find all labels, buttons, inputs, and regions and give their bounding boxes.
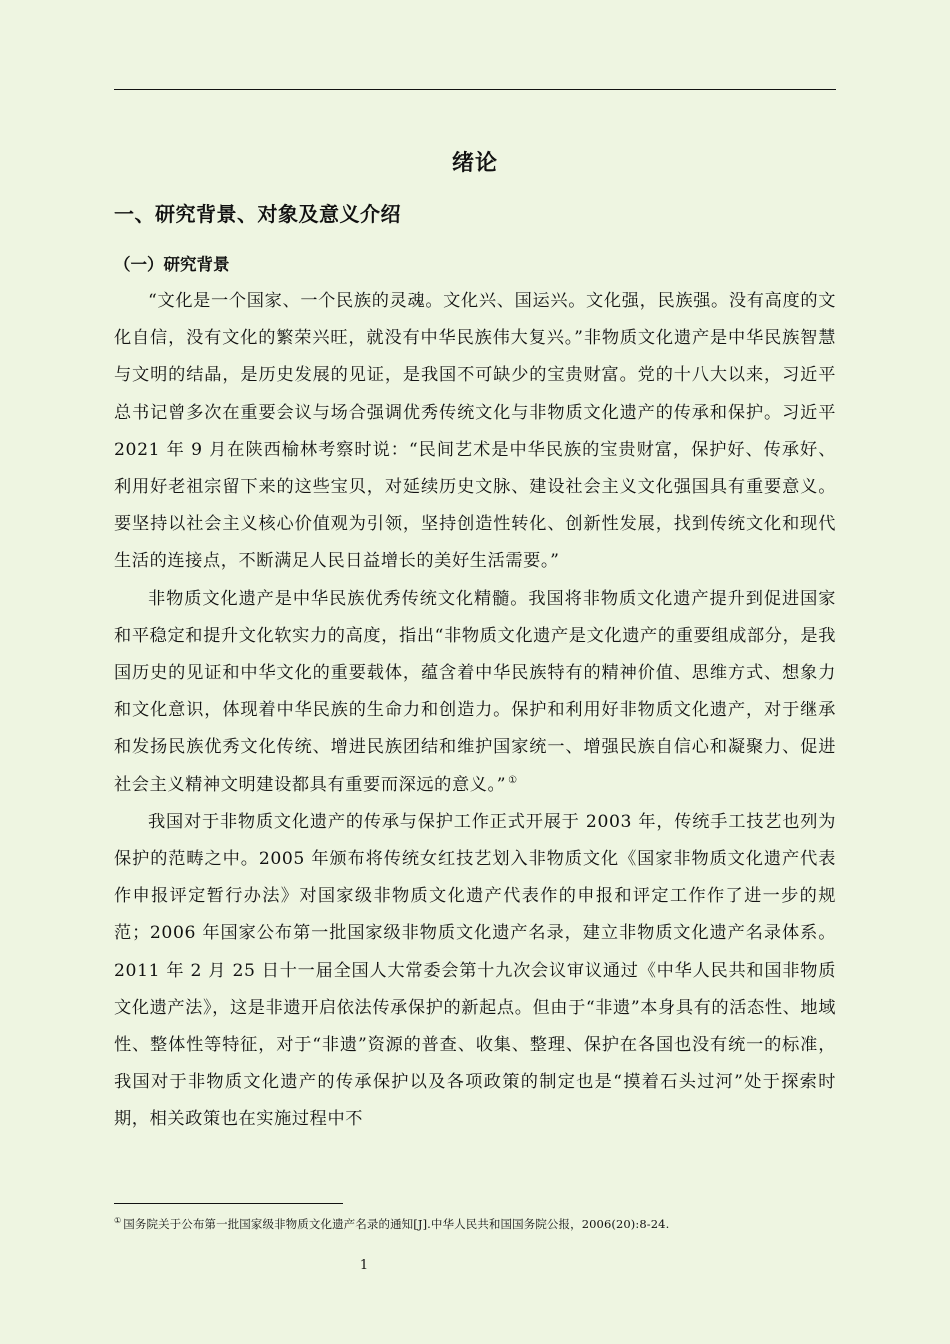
footnote-marker: ①	[114, 1216, 122, 1225]
paragraph-2	[114, 581, 836, 804]
chapter-title: 绪论	[451, 151, 498, 176]
paragraph-3: 我国对于非物质文化遗产的传承与保护工作正式开展于 2003 年，传统手工技艺也列为保护的范畴之中。2005 年颁布将传统女红技艺划入非物质文化《国家非物质文化遗产代表作申报评定暂行办法》对国家级非物质文化遗产代表作的申报和评定工作作了进一步的规范；2006 年国家公布第一批国家级非物质文化遗产名录，建立非物质文化遗产名录体系。2011 年 2 月 25 日十一届全国人大常委会第十九次会议审议通过《中华人民共和国非物质文化遗产法》，这是非遗开启依法传承保护的新起点。但由于“非遗”本身具有的活态性、地域性、整体性等特征，对于“非遗”资源的普查、收集、整理、保护在各国也没有统一的标准，我国对于非物质文化遗产的传承保护以及各项政策的制定也是“摸着石头过河”处于探索时期，相关政策也在实施过程中不	[114, 811, 836, 1130]
paragraph-1: “文化是一个国家、一个民族的灵魂。文化兴、国运兴。文化强，民族强。没有高度的文化自信，没有文化的繁荣兴旺，就没有中华民族伟大复兴。”非物质文化遗产是中华民族智慧与文明的结晶，是历史发展的见证，是我国不可缺少的宝贵财富。党的十八大以来，习近平总书记曾多次在重要会议与场合强调优秀传统文化与非物质文化遗产的传承和保护。习近平 2021 年 9 月在陕西榆林考察时说：“民间艺术是中华民族的宝贵财富，保护好、传承好、利用好老祖宗留下来的这些宝贝，对延续历史文脉、建设社会主义文化强国具有重要意义。要坚持以社会主义核心价值观为引领，坚持创造性转化、创新性发展，找到传统文化和现代生活的连接点，不断满足人民日益增长的美好生活需要。”	[114, 291, 836, 572]
footnote-text: 国务院关于公布第一批国家级非物质文化遗产名录的通知[J].中华人民共和国国务院公报，2006(20):8-24.	[123, 1216, 670, 1231]
body-text	[114, 283, 836, 1139]
paragraph-2-text: 非物质文化遗产是中华民族优秀传统文化精髓。我国将非物质文化遗产提升到促进国家和平稳定和提升文化软实力的高度，指出“非物质文化遗产是文化遗产的重要组成部分，是我国历史的见证和中华文化的重要载体，蕴含着中华民族特有的精神价值、思维方式、想象力和文化意识，体现着中华民族的生命力和创造力。保护和利用好非物质文化遗产，对于继承和发扬民族优秀文化传统、增进民族团结和维护国家统一、增强民族自信心和凝聚力、促进社会主义精神文明建设都具有重要而深远的意义。”	[114, 588, 836, 795]
subsection-title: （一）研究背景	[114, 255, 230, 274]
header-rule	[114, 89, 836, 90]
section-title: 一、研究背景、对象及意义介绍	[114, 202, 401, 226]
footnote-rule	[114, 1203, 343, 1204]
footnote-reference[interactable]: ①	[508, 774, 518, 786]
page-number: 1	[359, 1258, 369, 1273]
footnote	[114, 1213, 836, 1232]
